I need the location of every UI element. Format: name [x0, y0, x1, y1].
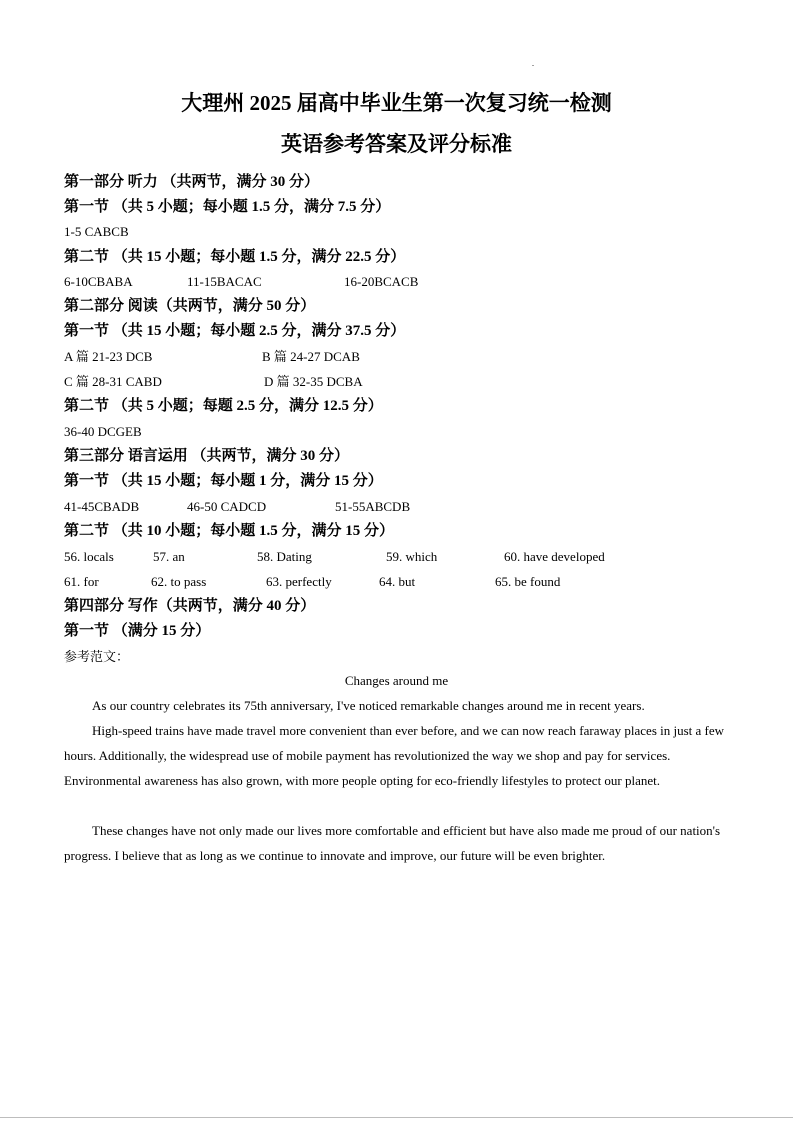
answer-46-50: 46-50 CADCD	[187, 499, 267, 514]
essay-paragraph-3-text: These changes have not only made our lives more comfortable and efficient but have also made me proud of our nation's progress. I believe that as long as we continue to innovate and improve, our future will be even brighter.	[64, 823, 721, 863]
answer-passage-b: B 篇 24-27 DCAB	[262, 349, 360, 364]
part4-section1-heading: 第一节 （满分 15 分）	[64, 623, 211, 639]
answer-60: 60. have developed	[504, 549, 605, 564]
answer-59: 59. which	[386, 549, 438, 564]
answer-61: 61. for	[64, 574, 99, 589]
answer-41-45: 41-45CBADB	[64, 499, 140, 514]
page-bottom-rule	[0, 1117, 793, 1118]
essay-paragraph-2	[64, 718, 728, 793]
answer-57: 57. an	[153, 549, 185, 564]
essay-title: Changes around me	[344, 673, 449, 688]
part4-heading: 第四部分 写作（共两节，满分 40 分）	[64, 598, 316, 614]
essay-paragraph-1	[64, 693, 728, 718]
essay-paragraph-2-text: High-speed trains have made travel more convenient than ever before, and we can now reach faraway places in just a few hours. Additionally, the widespread use of mobile payment has revolutionized the way we shop and pay for services. Environmental awareness has also grown, with more people opting for eco-friendly lifestyles to protect our planet.	[64, 723, 725, 788]
answer-16-20: 16-20BCACB	[344, 274, 419, 289]
part3-section2-heading: 第二节 （共 10 小题；每小题 1.5 分，满分 15 分）	[64, 523, 395, 539]
answer-1-5: 1-5 CABCB	[64, 224, 129, 239]
answer-65: 65. be found	[495, 574, 561, 589]
answer-62: 62. to pass	[151, 574, 207, 589]
part3-heading: 第三部分 语言运用 （共两节，满分 30 分）	[64, 448, 350, 464]
answer-51-55: 51-55ABCDB	[335, 499, 411, 514]
part2-section1-heading: 第一节 （共 15 小题；每小题 2.5 分，满分 37.5 分）	[64, 323, 406, 339]
answer-63: 63. perfectly	[266, 574, 332, 589]
part2-section2-heading: 第二节 （共 5 小题；每题 2.5 分，满分 12.5 分）	[64, 398, 383, 414]
answer-11-15: 11-15BACAC	[187, 274, 262, 289]
sample-essay-label: 参考范文：	[64, 649, 130, 664]
answer-36-40: 36-40 DCGEB	[64, 424, 142, 439]
answer-passage-c: C 篇 28-31 CABD	[64, 374, 162, 389]
essay-paragraph-3	[64, 818, 728, 868]
answer-6-10: 6-10CBABA	[64, 274, 133, 289]
part1-section1-heading: 第一节 （共 5 小题；每小题 1.5 分，满分 7.5 分）	[64, 199, 391, 215]
answer-58: 58. Dating	[257, 549, 312, 564]
answer-passage-d: D 篇 32-35 DCBA	[264, 374, 363, 389]
part1-heading: 第一部分 听力 （共两节，满分 30 分）	[64, 174, 320, 190]
part1-section2-heading: 第二节 （共 15 小题；每小题 1.5 分，满分 22.5 分）	[64, 249, 406, 265]
part2-heading: 第二部分 阅读（共两节，满分 50 分）	[64, 298, 316, 314]
essay-paragraph-1-text: As our country celebrates its 75th anniversary, I've noticed remarkable changes around me in recent years.	[92, 698, 645, 713]
answer-key-title: 英语参考答案及评分标准	[281, 132, 512, 156]
header-mark: .	[532, 59, 534, 68]
exam-title: 大理州 2025 届高中毕业生第一次复习统一检测	[181, 91, 612, 115]
answer-56: 56. locals	[64, 549, 114, 564]
answer-64: 64. but	[379, 574, 416, 589]
part3-section1-heading: 第一节 （共 15 小题；每小题 1 分，满分 15 分）	[64, 473, 383, 489]
answer-passage-a: A 篇 21-23 DCB	[64, 349, 153, 364]
